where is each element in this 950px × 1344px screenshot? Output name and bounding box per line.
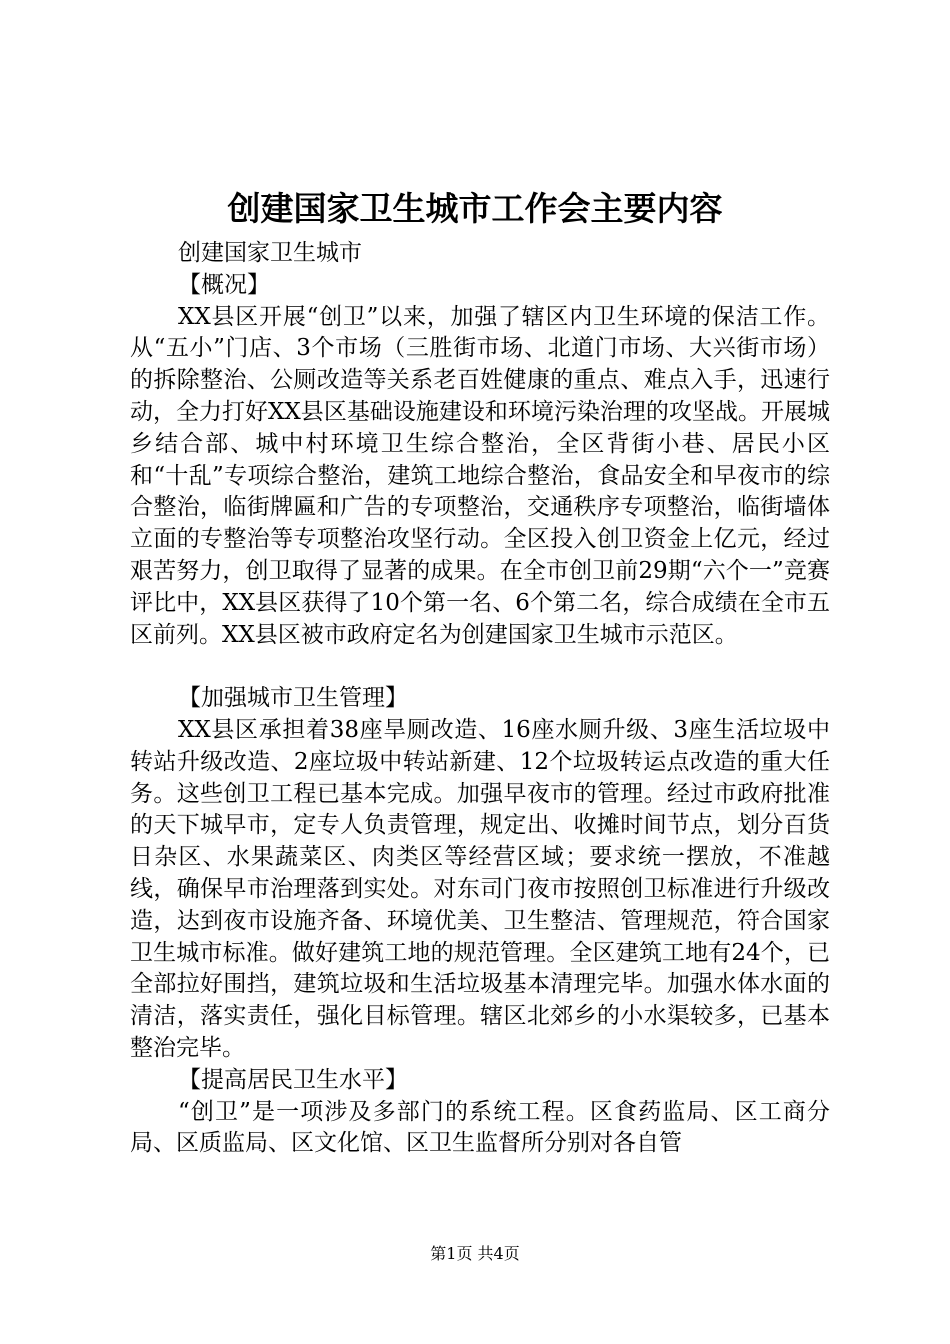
section-paragraph-management: XX县区承担着38座旱厕改造、16座水厕升级、3座生活垃圾中转站升级改造、2座垃圾中转站新建、12个垃圾转运点改造的重大任务。这些创卫工程已基本完成。加强早夜市的管理。经过市政府批准的天下城早市，定专人负责管理，规定出、收摊时间节点，划分百货日杂区、水果蔬菜区、肉类区等经营区域；要求统一摆放，不准越线，确保早市治理落到实处。对东司门夜市按照创卫标准进行升级改造，达到夜市设施齐备、环境优美、卫生整洁、管理规范，符合国家卫生城市标准。做好建筑工地的规范管理。全区建筑工地有24个，已全部拉好围挡，建筑垃圾和生活垃圾基本清理完毕。加强水体水面的清洁，落实责任，强化目标管理。辖区北郊乡的小水渠较多，已基本整治完毕。 (130, 716, 830, 1061)
page-footer: 第1页 共4页 (430, 1244, 520, 1263)
section-paragraph-residents: “创卫”是一项涉及多部门的系统工程。区食药监局、区工商分局、区质监局、区文化馆、区卫生监督所分别对各自管 (130, 1098, 830, 1157)
section-heading-overview: 【概况】 (178, 271, 270, 298)
section-heading-management: 【加强城市卫生管理】 (178, 685, 408, 712)
section-paragraph-overview: XX县区开展“创卫”以来，加强了辖区内卫生环境的保洁工作。从“五小”门店、3个市场（三胜街市场、北道门市场、大兴街市场）的拆除整治、公厕改造等关系老百姓健康的重点、难点入手，迅速行动，全力打好XX县区基础设施建设和环境污染治理的攻坚战。开展城乡结合部、城中村环境卫生综合整治，全区背街小巷、居民小区和“十乱”专项综合整治，建筑工地综合整治，食品安全和早夜市的综合整治，临街牌匾和广告的专项整治，交通秩序专项整治，临街墙体立面的专整治等专项整治攻坚行动。全区投入创卫资金上亿元，经过艰苦努力，创卫取得了显著的成果。在全市创卫前29期“六个一”竞赛评比中，XX县区获得了10个第一名、6个第二名，综合成绩在全市五区前列。XX县区被市政府定名为创建国家卫生城市示范区。 (130, 303, 830, 648)
document-title: 创建国家卫生城市工作会主要内容 (227, 189, 723, 228)
document-body (130, 238, 830, 1160)
document-subtitle: 创建国家卫生城市 (178, 240, 362, 266)
section-heading-residents: 【提高居民卫生水平】 (178, 1066, 408, 1093)
